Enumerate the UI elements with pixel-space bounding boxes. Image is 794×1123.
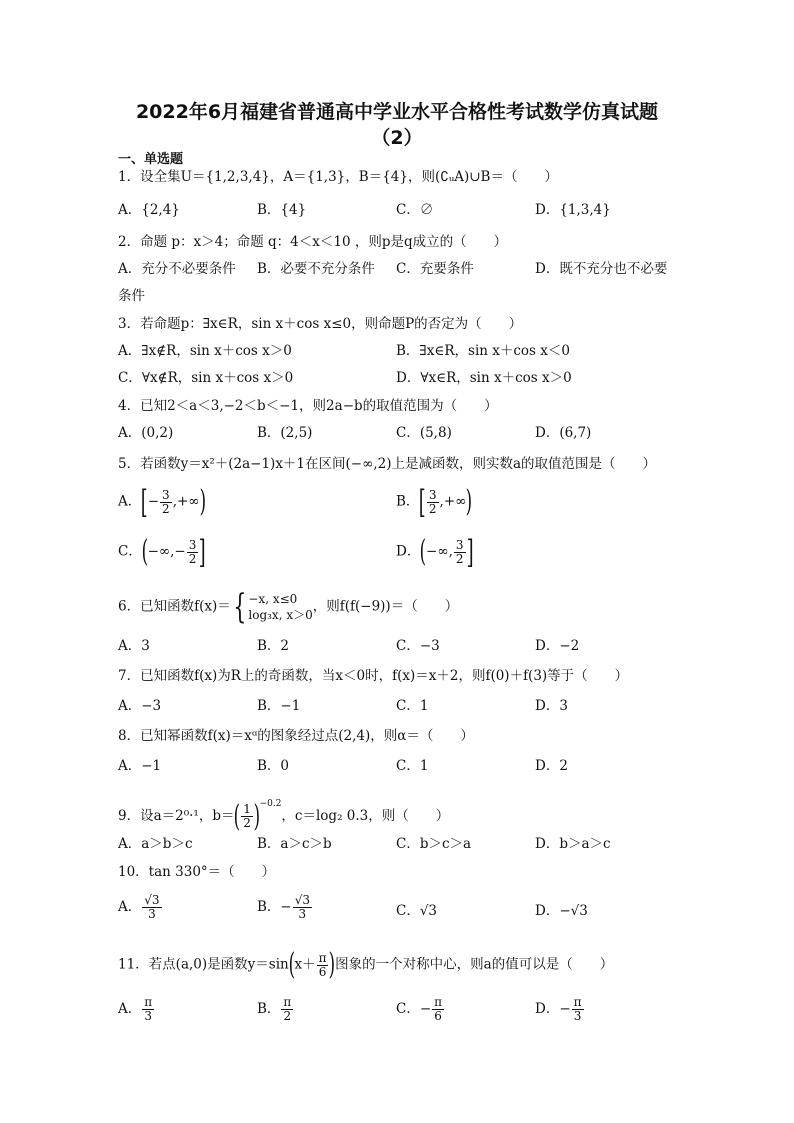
q9-stem-post: ，c＝log₂ 0.3，则（ ） — [281, 808, 450, 824]
denominator: 3 — [298, 907, 307, 921]
denominator: 6 — [318, 964, 327, 979]
q5-option-c — [118, 533, 207, 571]
q1-option-a: A．{2,4} — [118, 202, 180, 218]
left-paren: ( — [419, 534, 427, 569]
q6-option-a: A．3 — [118, 638, 150, 654]
q5-option-b-fraction — [427, 489, 439, 516]
q3-option-d: D．∀x∈R，sin x＋cos x＞0 — [396, 370, 572, 386]
numerator: π — [283, 995, 292, 1009]
left-bracket: [ — [419, 483, 427, 521]
q2-option-d: D．既不充分也不必要 — [535, 261, 668, 277]
question-1-stem: 1．设全集U＝{1,2,3,4}，A＝{1,3}，B＝{4}，则(∁ᵤA)∪B＝（ ） — [118, 169, 558, 185]
q9-option-c: C．b＞c＞a — [396, 836, 472, 852]
q4-option-b: B．(2,5) — [257, 425, 313, 441]
q1-option-b: B．{4} — [257, 202, 307, 218]
q4-option-d: D．(6,7) — [535, 425, 592, 441]
denominator: 6 — [434, 1009, 442, 1023]
q5-option-b-label: B． — [396, 493, 420, 510]
left-brace: { — [233, 587, 247, 627]
q7-option-d: D．3 — [535, 698, 568, 714]
q7-option-c: C．1 — [396, 698, 429, 714]
piece-2: log₃x, x＞0 — [248, 608, 313, 622]
q11-option-d-fraction — [572, 996, 584, 1023]
q10-option-b — [257, 894, 313, 921]
q10-option-c: C．√3 — [396, 903, 438, 919]
q5-option-d-left: −∞, — [426, 543, 453, 560]
q9-exponent: −0.2 — [259, 799, 282, 809]
piecewise-function — [248, 591, 312, 623]
q5-option-c-left: −∞,− — [147, 543, 186, 560]
q3-option-b: B．∃x∈R，sin x＋cos x＜0 — [396, 343, 570, 359]
q11-stem-post: 图象的一个对称中心，则a的值可以是（ ） — [335, 956, 614, 973]
q6-option-c: C．−3 — [396, 638, 440, 654]
q7-option-a: A．−3 — [118, 698, 162, 714]
q2-option-c: C．充要条件 — [396, 261, 474, 277]
numerator: 3 — [162, 487, 170, 502]
q5-option-c-fraction — [187, 539, 199, 566]
denominator: 2 — [455, 551, 464, 566]
q6-stem-post: ，则f(f(−9))＝（ ） — [312, 598, 459, 615]
section-heading: 一、单选题 — [118, 152, 184, 167]
denominator: 2 — [162, 501, 170, 516]
right-paren: ) — [466, 484, 473, 519]
question-4-stem: 4．已知2＜a＜3,−2＜b＜−1，则2a−b的取值范围为（ ） — [118, 398, 498, 414]
question-3-stem: 3．若命题p：∃x∈R，sin x＋cos x≤0，则命题P的否定为（ ） — [118, 316, 523, 332]
right-bracket: ] — [466, 533, 474, 571]
q5-option-d — [396, 533, 474, 571]
q6-stem-pre: 6．已知函数f(x)＝ — [118, 598, 231, 615]
question-2-stem: 2．命题 p：x＞4；命题 q：4＜x＜10 ，则p是q成立的（ ） — [118, 234, 508, 250]
left-bracket: [ — [141, 483, 148, 521]
denominator: 3 — [573, 1009, 582, 1023]
numerator: 3 — [455, 537, 464, 552]
q11-option-d-label: D．− — [535, 1001, 571, 1017]
q2-option-d-continued: 条件 — [118, 288, 145, 304]
q11-option-a-fraction — [142, 996, 154, 1023]
q1-option-c: C．∅ — [396, 202, 434, 218]
question-9-stem — [118, 795, 449, 832]
numerator: π — [434, 995, 443, 1009]
q5-option-a-fraction — [160, 489, 172, 516]
q10-option-b-label: B．− — [257, 899, 292, 915]
q5-option-a-minus: − — [147, 493, 160, 510]
q5-option-c-label: C． — [118, 543, 142, 560]
q11-option-a — [118, 996, 155, 1023]
right-paren: ) — [253, 798, 260, 834]
q4-option-a: A．(0,2) — [118, 425, 174, 441]
numerator: π — [573, 995, 582, 1009]
right-paren: ) — [329, 947, 336, 982]
denominator: 3 — [144, 1009, 153, 1023]
numerator: 3 — [188, 537, 197, 552]
page-title: 2022年6月福建省普通高中学业水平合格性考试数学仿真试题 — [135, 101, 659, 123]
q8-option-d: D．2 — [535, 758, 568, 774]
q11-option-b — [257, 996, 294, 1023]
q6-option-b: B．2 — [257, 638, 290, 654]
q10-option-a-fraction — [142, 894, 161, 921]
q5-option-a-right: ,+∞ — [172, 493, 200, 510]
q10-option-b-fraction — [293, 894, 312, 921]
q9-stem-pre: 9．设a＝2⁰·¹，b＝ — [118, 808, 235, 824]
question-11-stem — [118, 947, 614, 982]
left-paren: ( — [141, 534, 148, 569]
q5-option-d-fraction — [454, 539, 466, 566]
denominator: 2 — [428, 501, 437, 516]
q9-option-d: D．b＞a＞c — [535, 836, 611, 852]
q1-option-d: D．{1,3,4} — [535, 202, 611, 218]
q10-option-a-label: A． — [118, 899, 142, 915]
q9-option-b: B．a＞c＞b — [257, 836, 332, 852]
question-6-stem — [118, 587, 459, 627]
q5-option-b — [396, 483, 473, 521]
q6-option-d: D．−2 — [535, 638, 580, 654]
q11-option-a-label: A． — [118, 1001, 142, 1017]
denominator: 2 — [188, 551, 197, 566]
q5-option-d-label: D． — [396, 543, 421, 560]
q5-option-b-right: ,+∞ — [439, 493, 467, 510]
right-paren: ) — [199, 484, 206, 519]
q8-option-b: B．0 — [257, 758, 290, 774]
numerator: √3 — [144, 893, 160, 907]
q9-option-a: A．a＞b＞c — [118, 836, 193, 852]
question-5-stem: 5．若函数y＝x²＋(2a−1)x＋1在区间(−∞,2)上是减函数，则实数a的取值范围是（ ） — [118, 456, 657, 472]
q11-inner: x＋ — [294, 956, 316, 973]
q11-option-b-fraction — [281, 996, 293, 1023]
page-subtitle: （2） — [371, 127, 423, 149]
q11-option-c — [396, 996, 445, 1023]
question-7-stem: 7．已知函数f(x)为R上的奇函数，当x＜0时，f(x)＝x＋2，则f(0)＋f(3)等于（ ） — [118, 668, 629, 684]
numerator: π — [318, 950, 327, 965]
q11-option-d — [535, 996, 585, 1023]
denominator: 2 — [243, 816, 251, 830]
piece-1: −x, x≤0 — [248, 592, 298, 606]
q3-option-c: C．∀x∉R，sin x＋cos x＞0 — [118, 370, 294, 386]
left-paren: ( — [234, 798, 241, 834]
q11-option-c-label: C．− — [396, 1001, 432, 1017]
q7-option-b: B．−1 — [257, 698, 301, 714]
q11-option-c-fraction — [432, 996, 444, 1023]
q8-option-a: A．−1 — [118, 758, 162, 774]
q2-option-a: A．充分不必要条件 — [118, 261, 236, 277]
question-10-stem: 10．tan 330°＝（ ） — [118, 864, 276, 880]
q5-option-a — [118, 483, 206, 521]
numerator: 1 — [243, 802, 251, 816]
denominator: 3 — [148, 907, 156, 921]
left-paren: ( — [288, 947, 295, 982]
denominator: 2 — [283, 1009, 292, 1023]
q10-option-d: D．−√3 — [535, 903, 588, 919]
numerator: √3 — [294, 893, 311, 907]
right-bracket: ] — [199, 533, 207, 571]
q11-option-b-label: B． — [257, 1001, 281, 1017]
numerator: π — [144, 995, 153, 1009]
q5-option-a-label: A． — [118, 493, 142, 510]
numerator: 3 — [428, 487, 437, 502]
q4-option-c: C．(5,8) — [396, 425, 452, 441]
q11-stem-pre: 11．若点(a,0)是函数y＝sin — [118, 956, 289, 973]
q8-option-c: C．1 — [396, 758, 429, 774]
q10-option-a — [118, 894, 163, 921]
q11-fraction — [317, 952, 329, 979]
question-8-stem: 8．已知幂函数f(x)＝xᵅ的图象经过点(2,4)，则α＝（ ） — [118, 728, 474, 744]
q3-option-a: A．∃x∉R，sin x＋cos x＞0 — [118, 343, 292, 359]
q2-option-b: B．必要不充分条件 — [257, 261, 375, 277]
q9-fraction — [241, 803, 253, 830]
